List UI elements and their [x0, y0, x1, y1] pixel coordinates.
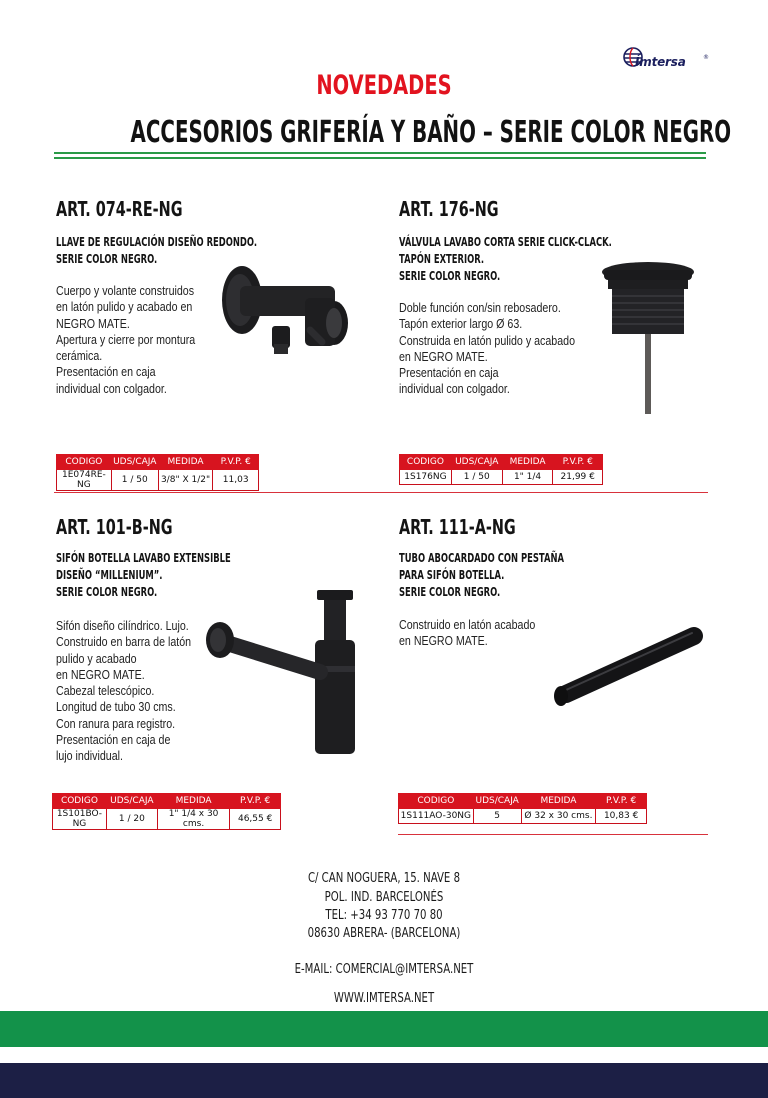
product-description: Construido en latón acabado en NEGRO MATE.: [399, 617, 536, 649]
contact-address: C/ CAN NOGUERA, 15. NAVE 8: [307, 871, 461, 886]
price-table: [56, 454, 259, 491]
page-title: NOVEDADES: [316, 70, 452, 101]
price-table-header: CODIGO UDS/CAJA MEDIDA P.V.P. €: [53, 794, 281, 809]
divider-line: [54, 157, 706, 159]
logo-registered-mark: ®: [703, 54, 709, 61]
product-article-number: ART. 111-A-NG: [399, 515, 516, 539]
footer-green-band: [0, 1011, 768, 1047]
divider-line: [54, 152, 706, 154]
bottle-trap-image: [202, 588, 362, 754]
product-article-number: ART. 074-RE-NG: [56, 197, 183, 221]
price-table-row: 1E074RE-NG 1 / 50 3/8" X 1/2" 11,03: [57, 470, 259, 491]
price-table-header: CODIGO UDS/CAJA MEDIDA P.V.P. €: [57, 455, 259, 470]
click-clack-valve-image: [598, 258, 698, 418]
contact-email[interactable]: E-MAIL: COMERCIAL@IMTERSA.NET: [294, 962, 474, 977]
price-table-row: 1S176NG 1 / 50 1" 1/4 21,99 €: [400, 470, 603, 485]
product-subtitle: LLAVE DE REGULACIÓN DISEÑO REDONDO. SERIE COLOR NEGRO.: [56, 235, 258, 266]
price-table: [399, 454, 603, 485]
section-divider: [54, 492, 708, 493]
price-table-row: 1S101BO-NG 1 / 20 1" 1/4 x 30 cms. 46,55 €: [53, 809, 281, 830]
product-subtitle: TUBO ABOCARDADO CON PESTAÑA PARA SIFÓN BOTELLA. SERIE COLOR NEGRO.: [399, 551, 565, 599]
page-subtitle: ACCESORIOS GRIFERÍA Y BAÑO – SERIE COLOR NEGRO: [130, 115, 732, 150]
flared-tube-image: [552, 620, 708, 710]
logo-wordmark: Ímtersa: [635, 55, 686, 69]
product-subtitle: VÁLVULA LAVABO CORTA SERIE CLICK-CLACK. TAPÓN EXTERIOR. SERIE COLOR NEGRO.: [399, 235, 612, 283]
price-table-row: 1S111AO-30NG 5 Ø 32 x 30 cms. 10,83 €: [399, 809, 647, 824]
angle-valve-image: [210, 258, 355, 368]
price-table: [52, 793, 281, 830]
product-description: Cuerpo y volante construidos en latón pulido y acabado en NEGRO MATE. Apertura y cierre por montura cerámica. Presentación en caja individual con colgador.: [56, 283, 196, 396]
footer-navy-band: [0, 1063, 768, 1098]
product-description: Sifón diseño cilíndrico. Lujo. Construido en barra de latón pulido y acabado en NEGRO MATE. Cabezal telescópico. Longitud de tubo 30 cms. Con ranura para registro. Presentación en caja de lujo individual.: [56, 618, 192, 764]
product-subtitle: SIFÓN BOTELLA LAVABO EXTENSIBLE DISEÑO “MILLENIUM”. SERIE COLOR NEGRO.: [56, 551, 231, 599]
product-description: Doble función con/sin rebosadero. Tapón exterior largo Ø 63. Construida en latón pulido y acabado en NEGRO MATE. Presentación en caja individual con colgador.: [399, 300, 576, 397]
price-table-header: CODIGO UDS/CAJA MEDIDA P.V.P. €: [399, 794, 647, 809]
contact-address-2: POL. IND. BARCELONÉS: [324, 890, 444, 905]
contact-website[interactable]: WWW.IMTERSA.NET: [333, 991, 435, 1006]
section-divider: [398, 834, 708, 835]
price-table: [398, 793, 647, 824]
product-article-number: ART. 176-NG: [399, 197, 499, 221]
contact-phone: TEL: +34 93 770 70 80: [325, 908, 443, 923]
price-table-header: CODIGO UDS/CAJA MEDIDA P.V.P. €: [400, 455, 603, 470]
contact-city: 08630 ABRERA- (BARCELONA): [307, 926, 461, 941]
product-article-number: ART. 101-B-NG: [56, 515, 173, 539]
